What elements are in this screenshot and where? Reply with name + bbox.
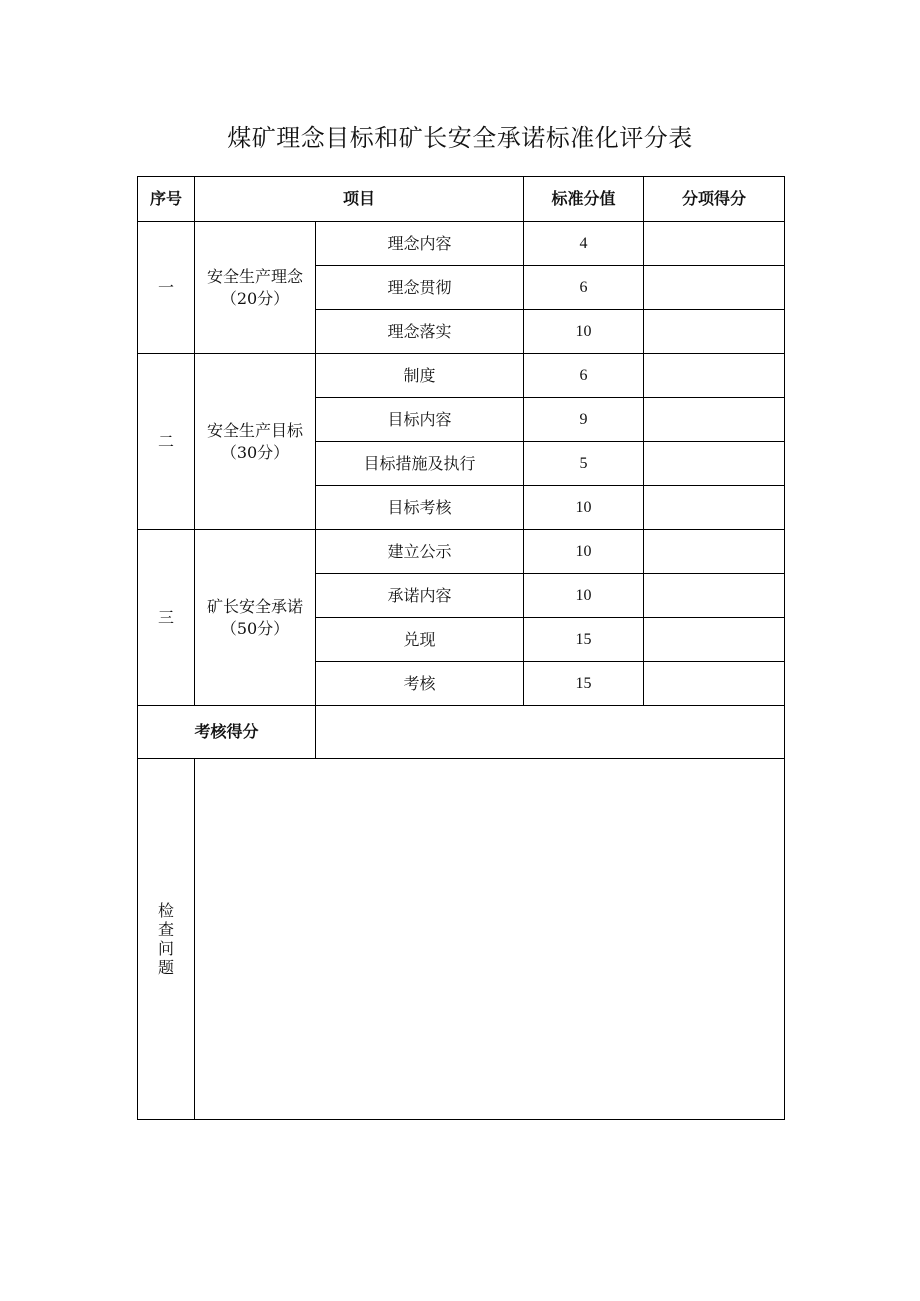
total-label: 考核得分: [138, 706, 316, 759]
item-score-cell[interactable]: [644, 354, 785, 398]
item-label: 理念贯彻: [316, 266, 524, 310]
item-label: 兑现: [316, 618, 524, 662]
header-standard: 标准分值: [524, 177, 644, 222]
item-standard: 10: [524, 530, 644, 574]
item-label: 目标内容: [316, 398, 524, 442]
item-standard: 6: [524, 354, 644, 398]
item-label: 制度: [316, 354, 524, 398]
section-category: [195, 530, 316, 706]
item-label: 理念落实: [316, 310, 524, 354]
item-score-cell[interactable]: [644, 398, 785, 442]
table-row: [138, 222, 785, 266]
section-points: （30分）: [220, 442, 290, 462]
item-label: 考核: [316, 662, 524, 706]
issues-row: [138, 759, 785, 1120]
item-label: 理念内容: [316, 222, 524, 266]
item-standard: 15: [524, 662, 644, 706]
section-name: 安全生产理念: [206, 266, 303, 286]
table-row: [138, 530, 785, 574]
item-score-cell[interactable]: [644, 530, 785, 574]
issues-content-cell[interactable]: [195, 759, 785, 1120]
item-score-cell[interactable]: [644, 222, 785, 266]
item-score-cell[interactable]: [644, 486, 785, 530]
item-score-cell[interactable]: [644, 618, 785, 662]
item-standard: 15: [524, 618, 644, 662]
item-score-cell[interactable]: [644, 574, 785, 618]
total-row: [138, 706, 785, 759]
item-standard: 5: [524, 442, 644, 486]
item-score-cell[interactable]: [644, 662, 785, 706]
section-seq: 二: [138, 354, 195, 530]
item-label: 目标措施及执行: [316, 442, 524, 486]
section-points: （20分）: [220, 288, 290, 308]
issues-label: 检查问题: [157, 901, 174, 977]
section-name: 矿长安全承诺: [206, 596, 303, 616]
page-title: 煤矿理念目标和矿长安全承诺标准化评分表: [227, 124, 693, 152]
header-row: [138, 177, 785, 222]
issues-label-cell: [138, 759, 195, 1120]
item-standard: 9: [524, 398, 644, 442]
section-category: [195, 354, 316, 530]
section-seq: 三: [138, 530, 195, 706]
item-score-cell[interactable]: [644, 310, 785, 354]
section-category: [195, 222, 316, 354]
item-score-cell[interactable]: [644, 442, 785, 486]
item-standard: 10: [524, 574, 644, 618]
item-label: 承诺内容: [316, 574, 524, 618]
header-seq: 序号: [138, 177, 195, 222]
score-table: [137, 176, 785, 1120]
item-standard: 10: [524, 486, 644, 530]
section-points: （50分）: [220, 618, 290, 638]
item-standard: 6: [524, 266, 644, 310]
header-item: 项目: [195, 177, 524, 222]
section-seq: 一: [138, 222, 195, 354]
section-name: 安全生产目标: [206, 420, 303, 440]
item-score-cell[interactable]: [644, 266, 785, 310]
total-score-cell[interactable]: [316, 706, 785, 759]
header-score: 分项得分: [644, 177, 785, 222]
table-row: [138, 354, 785, 398]
item-label: 建立公示: [316, 530, 524, 574]
item-standard: 10: [524, 310, 644, 354]
item-label: 目标考核: [316, 486, 524, 530]
item-standard: 4: [524, 222, 644, 266]
